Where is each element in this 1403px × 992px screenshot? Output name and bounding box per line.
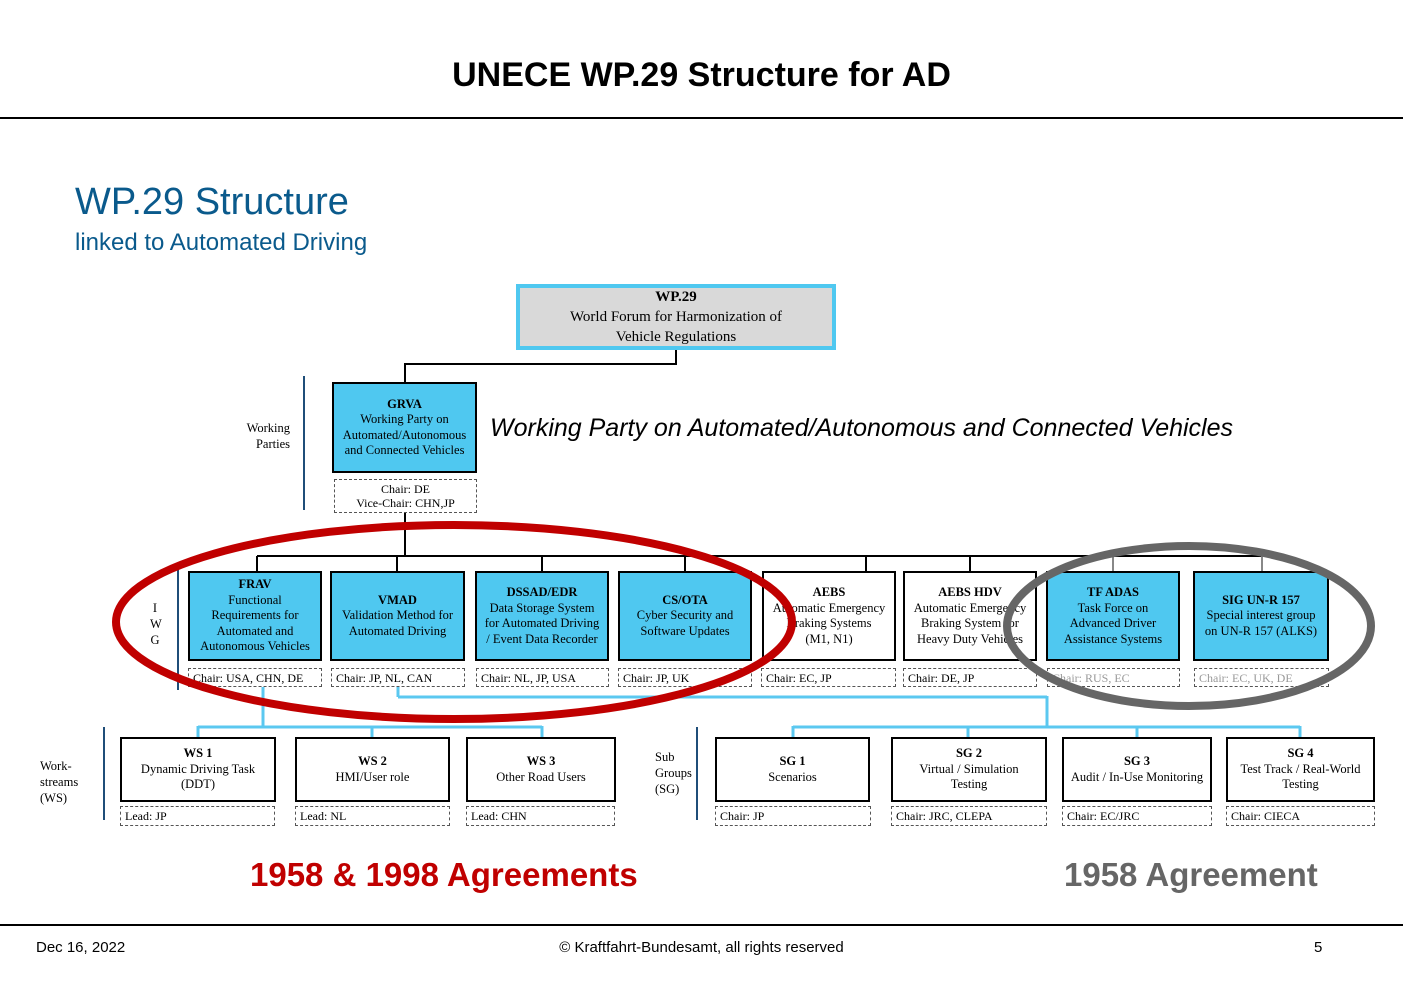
slide-title: UNECE WP.29 Structure for AD xyxy=(452,56,951,94)
grva-description: Working Party on Automated/Autonomous and Connected Vehicles xyxy=(490,414,1234,442)
agreement-1958: 1958 Agreement xyxy=(1064,856,1318,893)
wp29-line1: World Forum for Harmonization of xyxy=(569,309,783,325)
red-highlight-ellipse xyxy=(116,525,792,719)
sg-chair-2: Chair: JRC, CLEPA xyxy=(891,806,1047,826)
iwg-chair-aebs: Chair: EC, JP xyxy=(761,668,896,687)
grva-chair: Chair: DE Vice-Chair: CHN,JP xyxy=(334,479,477,513)
subgroups-label: Sub Groups (SG) xyxy=(655,750,692,796)
sg-box-1: SG 1 Scenarios xyxy=(715,737,870,802)
ws-lead-3: Lead: CHN xyxy=(466,806,615,826)
section-title: WP.29 Structure xyxy=(75,181,349,223)
working-parties-label: Working Parties xyxy=(246,421,290,451)
sg-box-3: SG 3 Audit / In-Use Monitoring xyxy=(1062,737,1212,802)
footer-copyright: © Kraftfahrt-Bundesamt, all rights reserved xyxy=(559,939,844,956)
ws-box-2: WS 2 HMI/User role xyxy=(295,737,450,802)
ws-lead-2: Lead: NL xyxy=(295,806,450,826)
iwg-chair-cs-ota: Chair: JP, UK xyxy=(618,668,752,687)
wp29-name: WP.29 xyxy=(655,289,697,305)
iwg-box-cs-ota: CS/OTA Cyber Security and Software Updates xyxy=(618,571,752,661)
iwg-box-dssad-edr: DSSAD/EDR Data Storage System for Automated Driving / Event Data Recorder xyxy=(475,571,609,661)
iwg-box-aebs: AEBS Automatic Emergency Braking Systems (M1, N1) xyxy=(762,571,896,661)
iwg-chair-dssad-edr: Chair: NL, JP, USA xyxy=(476,668,609,687)
ws-lead-1: Lead: JP xyxy=(120,806,275,826)
grva-box: GRVA Working Party on Automated/Autonomous and Connected Vehicles xyxy=(332,382,477,473)
workstreams-label: Work- streams (WS) xyxy=(40,759,79,805)
footer-date: Dec 16, 2022 xyxy=(36,939,126,956)
iwg-box-aebs-hdv: AEBS HDV Automatic Emergency Braking System for Heavy Duty Vehicles xyxy=(903,571,1037,661)
sg-box-2: SG 2 Virtual / Simulation Testing xyxy=(891,737,1047,802)
wp29-line2: Vehicle Regulations xyxy=(615,329,737,345)
footer-divider xyxy=(0,924,1403,926)
sg-chair-3: Chair: EC/JRC xyxy=(1062,806,1212,826)
agreement-1958-1998: 1958 & 1998 Agreements xyxy=(250,856,638,893)
iwg-box-tf-adas: TF ADAS Task Force on Advanced Driver Assistance Systems xyxy=(1046,571,1180,661)
sg-chair-1: Chair: JP xyxy=(715,806,871,826)
grva-name: GRVA xyxy=(387,396,422,411)
iwg-chair-frav: Chair: USA, CHN, DE xyxy=(188,668,322,687)
ws-box-3: WS 3 Other Road Users xyxy=(466,737,616,802)
page-number: 5 xyxy=(1314,939,1323,956)
section-subtitle: linked to Automated Driving xyxy=(75,229,368,256)
ws-box-1: WS 1 Dynamic Driving Task (DDT) xyxy=(120,737,276,802)
sg-chair-4: Chair: CIECA xyxy=(1226,806,1375,826)
iwg-label: I W G xyxy=(150,601,162,647)
iwg-chair-vmad: Chair: JP, NL, CAN xyxy=(331,668,465,687)
iwg-chair-aebs-hdv: Chair: DE, JP xyxy=(903,668,1037,687)
iwg-box-vmad: VMAD Validation Method for Automated Driving xyxy=(330,571,465,661)
sg-box-4: SG 4 Test Track / Real-World Testing xyxy=(1226,737,1375,802)
grey-highlight-ellipse xyxy=(1007,546,1371,706)
iwg-box-sig-unr157: SIG UN-R 157 Special interest group on UN-R 157 (ALKS) xyxy=(1193,571,1329,661)
iwg-box-frav: FRAV Functional Requirements for Automated and Autonomous Vehicles xyxy=(188,571,322,661)
iwg-chair-sig-unr157: Chair: EC, UK, DE xyxy=(1194,668,1329,687)
iwg-chair-tf-adas: Chair: RUS, EC xyxy=(1047,668,1180,687)
